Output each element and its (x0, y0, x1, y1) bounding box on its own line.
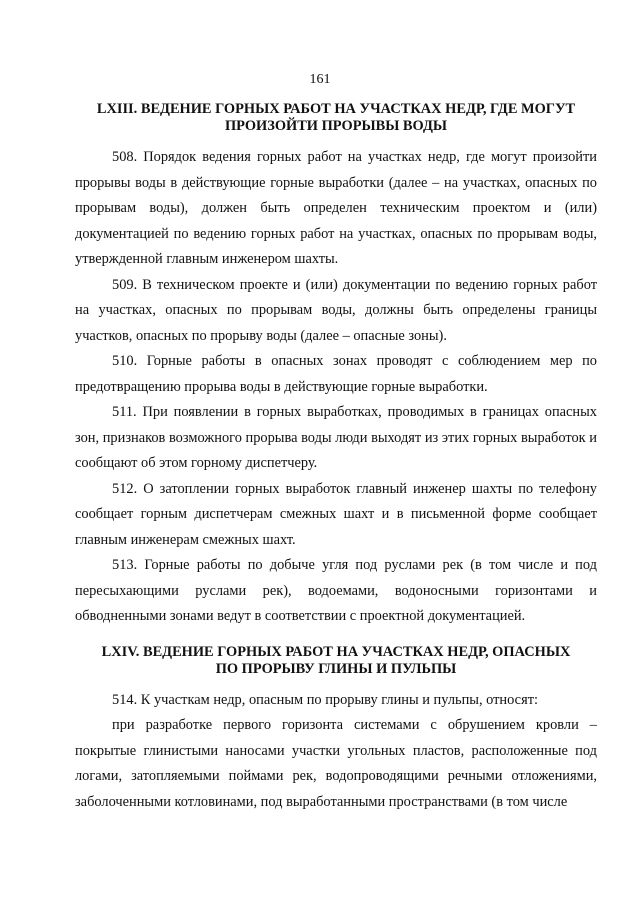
heading-line: LXIII. ВЕДЕНИЕ ГОРНЫХ РАБОТ НА УЧАСТКАХ НЕДР, ГДЕ МОГУТ (96, 101, 576, 117)
heading-line: ПРОИЗОЙТИ ПРОРЫВЫ ВОДЫ (224, 118, 448, 134)
paragraph-514: 514. К участкам недр, опасным по прорыву глины и пульпы, относят: (112, 691, 538, 708)
paragraph-514-continuation: при разработке первого горизонта системами с обрушением кровли – покрытые глинистыми наносами участки угольных пластов, расположенные под логами, затопляемыми поймами рек, водопроводящими речными отложениями, заболоченными котловинами, под выработанными пространствами (в том числе (75, 717, 597, 810)
paragraph-511: 511. При появлении в горных выработках, проводимых в границах опасных зон, признаков возможного прорыва воды люди выходят из этих горных выработок и сообщают об этом горному диспетчеру. (75, 404, 597, 471)
page-number: 161 (309, 72, 331, 87)
section-heading-lxiii (75, 101, 597, 135)
heading-line: ПО ПРОРЫВУ ГЛИНЫ И ПУЛЬПЫ (215, 660, 457, 677)
paragraph-509: 509. В техническом проекте и (или) документации по ведению горных работ на участках, опасных по прорывам воды, должны быть определены границы участков, опасных по прорыву воды (далее – опасные зоны). (75, 276, 597, 344)
paragraph-513: 513. Горные работы по добыче угля под руслами рек (в том числе и под пересыхающими руслами рек), водоемами, водоносными горизонтами и обводненными зонами ведут в соответствии с проектной документацией. (75, 557, 597, 624)
paragraph-510: 510. Горные работы в опасных зонах проводят с соблюдением мер по предотвращению прорыва воды в действующие горные выработки. (75, 353, 597, 395)
document-body (75, 101, 597, 815)
paragraph-512: 512. О затоплении горных выработок главный инженер шахты по телефону сообщает горным диспетчерам смежных шахт и в письменной форме сообщает главным инженерам смежных шахт. (75, 480, 597, 548)
section-heading-lxiv (75, 644, 597, 678)
heading-line: LXIV. ВЕДЕНИЕ ГОРНЫХ РАБОТ НА УЧАСТКАХ НЕДР, ОПАСНЫХ (101, 643, 571, 660)
paragraph-508: 508. Порядок ведения горных работ на участках недр, где могут произойти прорывы воды в действующие горные выработки (далее – на участках, опасных по прорывам воды), должен быть определен техническим проектом и (или) документацией по ведению горных работ на участках, опасных по прорывам воды, утвержденной главным инженером шахты. (75, 149, 597, 267)
